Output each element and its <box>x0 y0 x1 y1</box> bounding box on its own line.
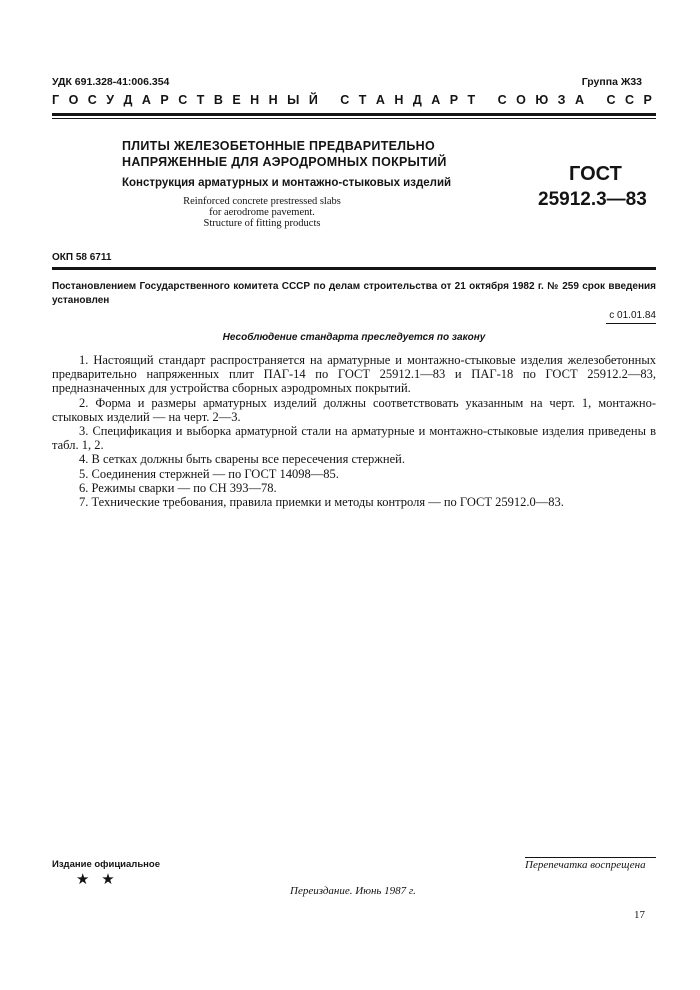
state-standard-heading <box>52 93 652 107</box>
state-heading-letter: С <box>497 93 507 107</box>
state-heading-letter: О <box>516 93 526 107</box>
state-heading-letter: А <box>431 93 441 107</box>
header-rule <box>52 113 656 116</box>
state-heading-letter: Е <box>232 93 241 107</box>
gost-number: 25912.3—83 <box>538 189 647 210</box>
state-heading-letter: Д <box>123 93 133 107</box>
paragraph-1: 1. Настоящий стандарт распространяется на арматурные и монтажно-стыковые изделия железобетонных предварительно напряженных плит ПАГ-14 по ГОСТ 25912.1—83 и ПАГ-18 по ГОСТ 25912.2—83, предназначенных для устройства сборных аэродромных покрытий. <box>52 353 656 396</box>
state-heading-letter: Ы <box>287 93 300 107</box>
paragraph-4: 4. В сетках должны быть сварены все пересечения стержней. <box>79 452 405 467</box>
stars: ★ ★ <box>76 872 119 888</box>
date-underline <box>606 323 656 324</box>
reprint-rule <box>525 857 656 858</box>
title-line-2: НАПРЯЖЕННЫЕ ДЛЯ АЭРОДРОМНЫХ ПОКРЫТИЙ <box>122 155 447 169</box>
introduction-date: с 01.01.84 <box>609 310 656 321</box>
okp-rule <box>52 267 656 270</box>
state-heading-letter: А <box>375 93 385 107</box>
group-code: Группа Ж33 <box>581 76 642 88</box>
paragraph-2: 2. Форма и размеры арматурных изделий должны соответствовать указанным на черт. 1, монтажно-стыковых изделий — на черт. 2—3. <box>52 395 656 424</box>
state-heading-letter: Н <box>250 93 260 107</box>
state-heading-letter <box>327 93 330 107</box>
state-heading-letter: Т <box>358 93 367 107</box>
law-notice: Несоблюдение стандарта преследуется по закону <box>222 332 486 343</box>
state-heading-letter: С <box>87 93 97 107</box>
state-heading-letter: А <box>574 93 585 107</box>
state-heading-letter: С <box>606 93 616 107</box>
state-heading-letter: Д <box>412 93 422 107</box>
udk-code: УДК 691.328-41:006.354 <box>52 76 170 88</box>
state-heading-letter: Н <box>394 93 404 107</box>
body-text <box>52 353 656 509</box>
reprint-notice: Перепечатка воспрещена <box>525 859 646 871</box>
decree-text: Постановлением Государственного комитета СССР по делам строительства от 21 октября 1982 г. № 259 срок введения установлен <box>52 281 656 306</box>
paragraph-7: 7. Технические требования, правила приемки и методы контроля — по ГОСТ 25912.0—83. <box>79 495 564 510</box>
state-heading-letter: Т <box>467 93 476 107</box>
state-heading-letter: Р <box>160 93 169 107</box>
state-heading-letter <box>485 93 488 107</box>
state-heading-letter: Й <box>308 93 318 107</box>
gost-label: ГОСТ <box>569 163 622 185</box>
state-heading-letter: С <box>178 93 188 107</box>
state-heading-letter: В <box>213 93 223 107</box>
state-heading-letter <box>593 93 596 107</box>
paragraph-3: 3. Спецификация и выборка арматурной стали на арматурные и монтажно-стыковые изделия приведены в табл. 1, 2. <box>52 424 656 453</box>
subtitle: Конструкция арматурных и монтажно-стыковых изделий <box>122 177 452 189</box>
title-line-1: ПЛИТЫ ЖЕЛЕЗОБЕТОННЫЕ ПРЕДВАРИТЕЛЬНО <box>122 139 435 153</box>
state-heading-letter: Р <box>449 93 459 107</box>
state-heading-letter: Н <box>268 93 278 107</box>
english-title-line-2: for aerodrome pavement. <box>209 207 315 218</box>
state-heading-letter: Р <box>643 93 652 107</box>
paragraph-5: 5. Соединения стержней — по ГОСТ 14098—85. <box>79 466 339 481</box>
state-heading-letter: Ю <box>535 93 549 107</box>
state-heading-letter: С <box>624 93 634 107</box>
state-heading-letter: З <box>557 93 566 107</box>
english-title-line-3: Structure of fitting products <box>203 218 321 229</box>
state-heading-letter: У <box>106 93 115 107</box>
official-edition: Издание официальное <box>52 859 160 870</box>
header-rule-thin <box>52 118 656 119</box>
state-heading-letter: Г <box>52 93 60 107</box>
english-title-line-1: Reinforced concrete prestressed slabs <box>183 196 341 207</box>
paragraph-6: 6. Режимы сварки — по СН 393—78. <box>79 480 277 495</box>
okp-code: ОКП 58 6711 <box>52 252 112 263</box>
state-heading-letter: О <box>68 93 79 107</box>
state-heading-letter: С <box>340 93 350 107</box>
page-number: 17 <box>634 909 645 921</box>
state-heading-letter: Т <box>196 93 205 107</box>
reissue-note: Переиздание. Июнь 1987 г. <box>290 885 416 897</box>
state-heading-letter: А <box>141 93 151 107</box>
